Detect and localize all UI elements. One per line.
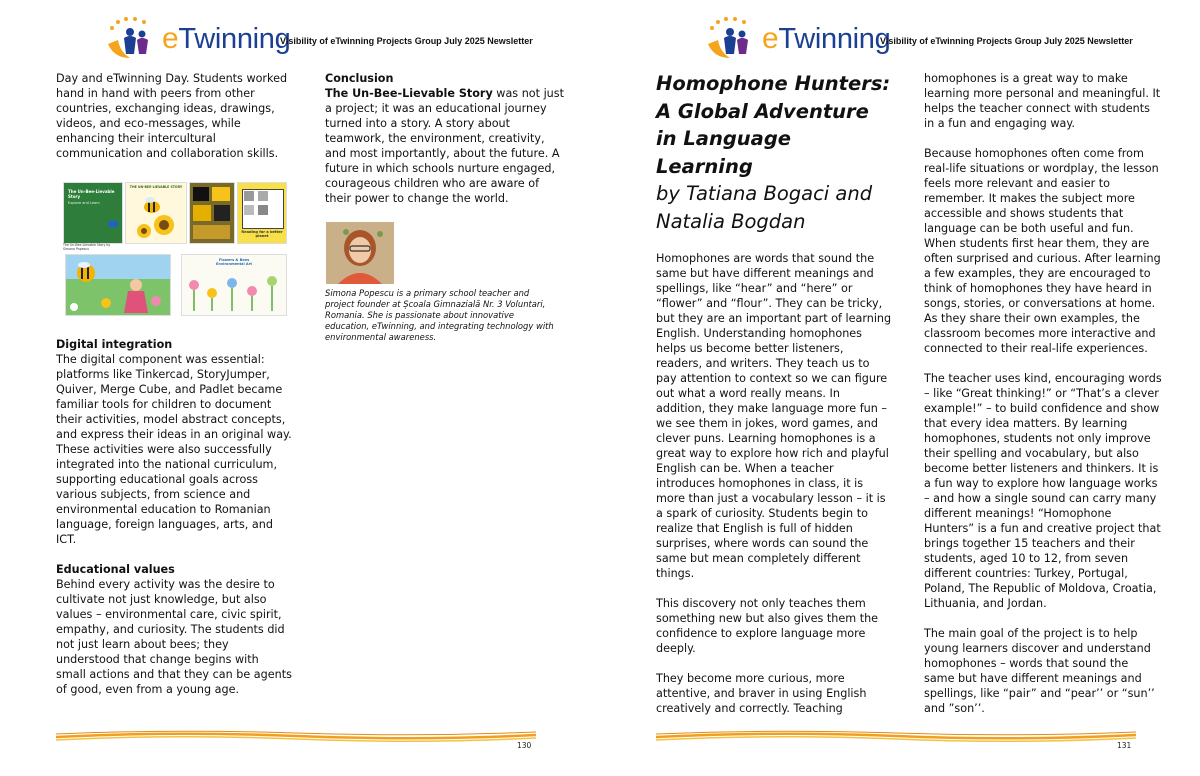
collage-tile-flowers-drawing: [181, 254, 287, 316]
article-title-block: [656, 70, 892, 235]
tile-badge: [108, 221, 118, 227]
section-body: Behind every activity was the desire to cultivate not just knowledge, but also values – environmental care, civic spirit, empathy, and curiosity. The students did not just learn about bees; they understood that change begins with small actions and that they can be agents of good, even from a young age.: [56, 578, 292, 696]
etwinning-logo: [104, 14, 291, 62]
section-heading: Educational values: [56, 563, 175, 576]
etwinning-logo: [704, 14, 891, 62]
conclusion-text: was not just a project; it was an educational journey turned into a story. A story about teamwork, the environment, creativity, and most importantly, about the future. A future in which schools nurture engaged, courageous children who are aware of their power to change the world.: [325, 87, 564, 205]
page-number: 131: [1117, 741, 1132, 750]
story-title: The Un-Bee-Lievable Story: [325, 87, 493, 100]
footer-wave-decoration: [656, 729, 1136, 745]
author-caption: Simona Popescu is a primary school teacher and project founder at Școala Gimnazială Nr. 3 Voluntari, Romania. She is passionate about innovative education, eTwinning, and integrating technology with environmental awareness.: [325, 288, 554, 342]
article-paragraph: Homophones are words that sound the same but have different meanings and spellings, like “hear” and “here” or “flower” and “flour”. They can be tricky, but they are an important part of learning English. Understanding homophones helps us become better listeners, readers, and writers. They teach us to pay attention to context so we can figure out what a word really means. In addition, they make language more fun – we see them in jokes, word games, and clever puns. Learning homophones is a great way to explore how rich and playful English can be. When a teacher introduces homophones in class, it is more than just a vocabulary lesson – it is a spark of curiosity. Students begin to realize that English is full of hidden surprises, where words can sound the same but mean completely different things.: [656, 252, 892, 580]
tile-caption: The Un-Bee-Lievable Story by Simona Popescu: [63, 243, 111, 251]
conclusion-section: [325, 71, 565, 206]
collage-tile-crafts: [189, 182, 235, 244]
brand-name: eTwinning: [762, 22, 891, 55]
author-caption-block: [325, 288, 555, 343]
bee-sunflower-illustration: [126, 183, 186, 243]
section-body: The digital component was essential: platforms like Tinkercad, StoryJumper, Quiver, Merge Cube, and Padlet became familiar tools for children to document their activities, model abstract concepts, and express their ideas in an original way. These activities were also successfully integrated into the national curriculum, supporting educational goals across various subjects, from science and environmental education to Romanian language, foreign languages, arts, and ICT.: [56, 353, 292, 546]
article-title-main: Homophone Hunters: A Global Adventure in Language Learning: [656, 72, 891, 178]
tile-label: Flowers & Bees Environmental Art: [215, 258, 253, 266]
tile-caption: Reading for a better planet: [241, 230, 283, 238]
newsletter-title: Visibility of eTwinning Projects Group July 2025 Newsletter: [880, 36, 1133, 46]
digital-integration-section: [56, 337, 292, 697]
section-heading: Digital integration: [56, 338, 173, 351]
newsletter-title: Visibility of eTwinning Projects Group July 2025 Newsletter: [280, 36, 533, 46]
section-body: [325, 86, 565, 206]
collage-tile-bee-garden: [65, 254, 171, 316]
brand-name: eTwinning: [162, 22, 291, 55]
portrait-illustration: [326, 222, 394, 284]
collage-tile-reading: [237, 182, 287, 244]
author-photo: [326, 222, 394, 284]
tile-subtext: Explore and Learn: [68, 201, 100, 205]
tile-text: The Un-Bee-Lievable Story: [68, 189, 115, 199]
article-paragraph: homophones is a great way to make learning more personal and meaningful. It helps the teacher connect with students in a fun and engaging way.: [924, 72, 1161, 130]
article-title: [656, 70, 892, 180]
section-heading: Conclusion: [325, 72, 394, 85]
tile-label: THE UN-BEE-LIEVABLE STORY: [129, 185, 183, 189]
article-paragraph: Because homophones often come from real-life situations or wordplay, the lesson feels more relevant and easier to remember. It makes the subject more accessible and shows students that language can be both useful and fun. When students first hear them, they are often surprised and curious. After learning a few examples, they are encouraged to think of homophones they have heard in songs, stories, or conversations at home. As they share their own examples, the classroom becomes more interactive and connected to their real-life experiences.: [924, 147, 1161, 355]
article-paragraph: The teacher uses kind, encouraging words – like “Great thinking!” or “That’s a clever example!” – to build confidence and show that every idea matters. By learning homophones, students not only improve their spelling and vocabulary, but also become better listeners and thinkers. It is a fun way to explore how language works – and how a single sound can carry many different meanings! “Homophone Hunters” is a fun and creative project that brings together 15 teachers and their students, aged 10 to 12, from seven different countries: Turkey, Portugal, Poland, The Republic of Moldova, Croatia, Lithuania, and Jordan.: [924, 372, 1162, 610]
etwinning-stars-icon: [704, 14, 764, 62]
article-paragraph: The main goal of the project is to help young learners discover and understand homophones – words that sound the same but have different meanings and spellings, like “pair” and “pear’’ or “sun’’ and ”son’’.: [924, 627, 1155, 715]
collage-tile-storybook: [63, 182, 123, 244]
article-byline: by Tatiana Bogaci and Natalia Bogdan: [656, 182, 873, 233]
article-paragraph: They become more curious, more attentive, and braver in using English creatively and correctly. Teaching: [656, 672, 867, 715]
etwinning-stars-icon: [104, 14, 164, 62]
article-column-1: [656, 251, 892, 716]
intro-paragraph: Day and eTwinning Day. Students worked hand in hand with peers from other countries, exchanging ideas, drawings, videos, and eco-messages, while enhancing their intercultural communication and collaboration skills.: [56, 72, 288, 160]
article-paragraph: This discovery not only teaches them something new but also gives them the confidence to explore language more deeply.: [656, 597, 879, 655]
page-number: 130: [517, 741, 532, 750]
bee-garden-illustration: [66, 255, 170, 315]
left-column-intro: [56, 71, 292, 161]
project-collage: [63, 182, 287, 316]
article-column-2: [924, 71, 1162, 716]
footer-wave-decoration: [56, 729, 536, 745]
right-page: [600, 0, 1200, 776]
collage-tile-bee-flower: [125, 182, 187, 244]
